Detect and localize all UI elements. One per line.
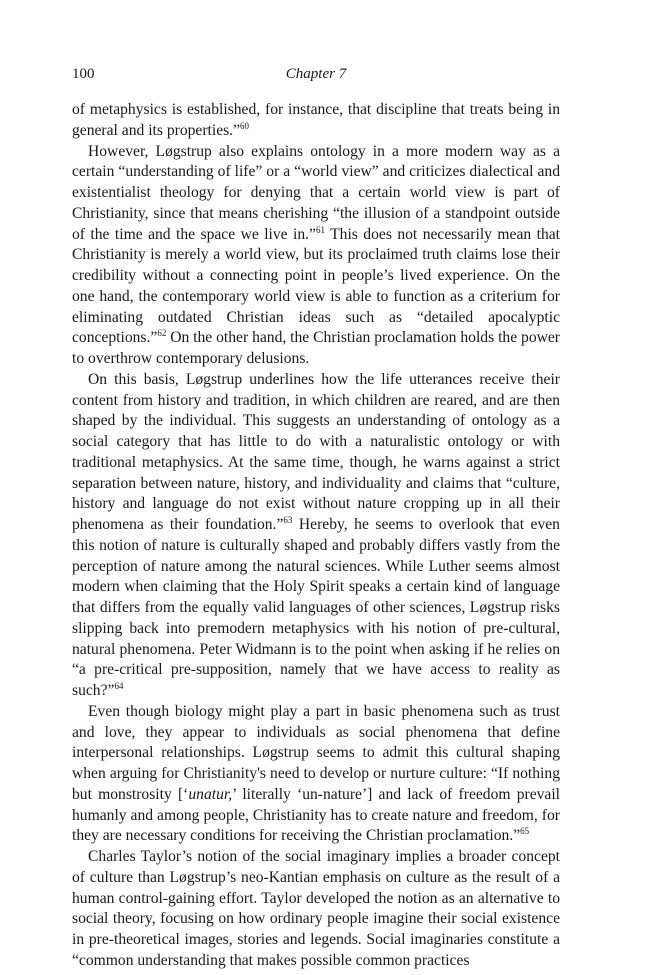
footnote-ref: 60 bbox=[240, 120, 249, 131]
footnote-ref: 64 bbox=[114, 680, 124, 691]
book-page bbox=[72, 66, 560, 972]
footnote-ref: 62 bbox=[157, 328, 167, 339]
text-run: Hereby, he seems to overlook that even this notion of nature is culturally shaped and probably differs vastly from the perception of nature among the natural sciences. While Luther seems almost modern when claiming that the Holy Spirit speaks a certain kind of language that differs from the equally valid languages of other sciences, Løgstrup risks slipping back into premodern metaphysics with his notion of pre-cultural, natural phenomena. Peter Widmann is to the point when asking if he relies on “a pre-critical pre-supposition, namely that we have access to reality as such?” bbox=[72, 516, 560, 699]
footnote-ref: 61 bbox=[315, 224, 325, 235]
body-text bbox=[72, 100, 560, 972]
text-run: However, Løgstrup also explains ontology in a more modern way as a certain “understanding of life” or a “world view” and criticizes dialectical and existentialist theology for denying that a certain world view is part of Christianity, since that means cherishing “the illusion of a standpoint outside of the time and the space we live in.” bbox=[72, 142, 560, 243]
text-run: Even though biology might play a part in basic phenomena such as trust and love, they appear to individuals as social phenomena that define interpersonal relationships. Løgstrup seems to admit this cultural shaping when arguing for Christianity's need to develop or nurture culture: “If nothing but monstrosity [‘ bbox=[72, 702, 560, 803]
running-head: Chapter 7 bbox=[285, 66, 347, 82]
paragraph bbox=[72, 702, 560, 847]
text-run: This does not necessarily mean that Christianity is merely a world view, but its proclaimed truth claims lose their credibility without a connecting point in people’s lived experience. On the one hand, the contemporary world view is able to function as a criterium for eliminating outdated Christian ideas such as “detailed apocalyptic conceptions.” bbox=[72, 225, 560, 347]
paragraph bbox=[72, 847, 560, 972]
footnote-ref: 65 bbox=[520, 826, 530, 837]
paragraph bbox=[72, 142, 560, 370]
text-run: Charles Taylor’s notion of the social imaginary implies a broader concept of culture than Løgstrup’s neo-Kantian emphasis on culture as the result of a human control-gaining effort. Taylor developed the notion as an alternative to social theory, focusing on how ordinary people imagine their social existence in pre-theoretical images, stories and legends. Social imaginaries constitute a “common understanding that makes possible common practices bbox=[72, 848, 560, 969]
paragraph bbox=[72, 100, 560, 142]
text-run: On the other hand, the Christian proclamation holds the power to overthrow contemporary delusions. bbox=[72, 329, 560, 367]
footnote-ref: 63 bbox=[283, 514, 293, 525]
page-header bbox=[72, 66, 560, 86]
text-run: ’ literally ‘un-nature’] and lack of freedom prevail humanly and among people, Christianity has to create nature and freedom, for they are necessary conditions for receiving the Christian proclamation.” bbox=[72, 785, 560, 845]
page-number: 100 bbox=[72, 66, 95, 82]
paragraph bbox=[72, 370, 560, 702]
italic-term: unatur, bbox=[188, 785, 233, 803]
text-run: of metaphysics is established, for instance, that discipline that treats being in general and its properties.” bbox=[72, 101, 560, 139]
text-run: On this basis, Løgstrup underlines how the life utterances receive their content from history and tradition, in which children are reared, and are then shaped by the individual. This suggests an understanding of ontology as a social category that has little to do with a naturalistic ontology or with traditional metaphysics. At the same time, though, he warns against a strict separation between nature, history, and individuality and claims that “culture, history and language do not exist without nature cropping up in all their phenomena as their foundation.” bbox=[72, 370, 560, 533]
